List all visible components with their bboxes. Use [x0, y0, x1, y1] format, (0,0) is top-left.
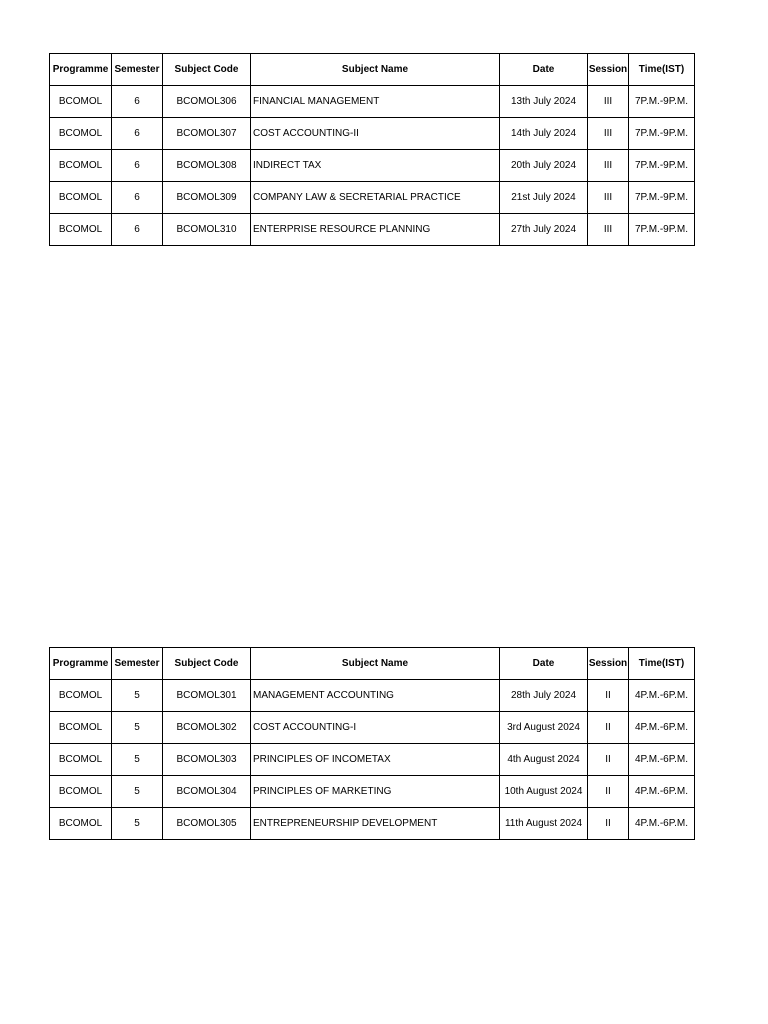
cell-semester: 6 [112, 118, 163, 150]
cell-time: 4P.M.-6P.M. [629, 808, 695, 840]
cell-semester: 5 [112, 776, 163, 808]
table-row [50, 808, 695, 840]
cell-subject-code: BCOMOL303 [163, 744, 251, 776]
cell-semester: 6 [112, 150, 163, 182]
header-semester: Semester [112, 54, 163, 86]
cell-programme: BCOMOL [50, 744, 112, 776]
cell-semester: 6 [112, 86, 163, 118]
cell-date: 28th July 2024 [500, 680, 588, 712]
table-header-row [50, 648, 695, 680]
cell-subject-code: BCOMOL302 [163, 712, 251, 744]
header-date: Date [500, 648, 588, 680]
cell-subject-name: MANAGEMENT ACCOUNTING [251, 680, 500, 712]
cell-semester: 5 [112, 680, 163, 712]
cell-session: II [588, 776, 629, 808]
header-programme: Programme [50, 54, 112, 86]
cell-subject-name: FINANCIAL MANAGEMENT [251, 86, 500, 118]
cell-time: 7P.M.-9P.M. [629, 86, 695, 118]
cell-subject-code: BCOMOL309 [163, 182, 251, 214]
header-subject-name: Subject Name [251, 54, 500, 86]
cell-programme: BCOMOL [50, 214, 112, 246]
cell-programme: BCOMOL [50, 808, 112, 840]
cell-subject-name: PRINCIPLES OF MARKETING [251, 776, 500, 808]
cell-subject-code: BCOMOL306 [163, 86, 251, 118]
cell-semester: 6 [112, 214, 163, 246]
cell-semester: 5 [112, 808, 163, 840]
cell-subject-name: COST ACCOUNTING-I [251, 712, 500, 744]
cell-time: 7P.M.-9P.M. [629, 214, 695, 246]
cell-programme: BCOMOL [50, 150, 112, 182]
cell-date: 10th August 2024 [500, 776, 588, 808]
header-semester: Semester [112, 648, 163, 680]
cell-subject-code: BCOMOL305 [163, 808, 251, 840]
cell-subject-code: BCOMOL304 [163, 776, 251, 808]
header-subject-code: Subject Code [163, 648, 251, 680]
cell-programme: BCOMOL [50, 712, 112, 744]
cell-session: III [588, 182, 629, 214]
cell-date: 14th July 2024 [500, 118, 588, 150]
header-session: Session [588, 54, 629, 86]
cell-subject-name: COST ACCOUNTING-II [251, 118, 500, 150]
cell-programme: BCOMOL [50, 680, 112, 712]
table-row [50, 182, 695, 214]
table-header-row [50, 54, 695, 86]
table-row [50, 86, 695, 118]
cell-subject-code: BCOMOL301 [163, 680, 251, 712]
table-row [50, 712, 695, 744]
exam-schedule-table-semester-5 [49, 647, 695, 840]
cell-session: II [588, 712, 629, 744]
table-row [50, 680, 695, 712]
header-subject-code: Subject Code [163, 54, 251, 86]
cell-session: III [588, 86, 629, 118]
cell-date: 27th July 2024 [500, 214, 588, 246]
cell-session: II [588, 680, 629, 712]
cell-session: III [588, 214, 629, 246]
cell-subject-name: COMPANY LAW & SECRETARIAL PRACTICE [251, 182, 500, 214]
cell-date: 4th August 2024 [500, 744, 588, 776]
cell-subject-code: BCOMOL310 [163, 214, 251, 246]
cell-time: 7P.M.-9P.M. [629, 118, 695, 150]
cell-subject-code: BCOMOL307 [163, 118, 251, 150]
cell-subject-name: ENTREPRENEURSHIP DEVELOPMENT [251, 808, 500, 840]
cell-time: 7P.M.-9P.M. [629, 182, 695, 214]
cell-semester: 6 [112, 182, 163, 214]
cell-time: 4P.M.-6P.M. [629, 776, 695, 808]
cell-subject-code: BCOMOL308 [163, 150, 251, 182]
table-row [50, 744, 695, 776]
header-programme: Programme [50, 648, 112, 680]
cell-subject-name: ENTERPRISE RESOURCE PLANNING [251, 214, 500, 246]
header-time: Time(IST) [629, 648, 695, 680]
cell-date: 3rd August 2024 [500, 712, 588, 744]
table-row [50, 776, 695, 808]
header-time: Time(IST) [629, 54, 695, 86]
cell-session: III [588, 150, 629, 182]
header-date: Date [500, 54, 588, 86]
cell-programme: BCOMOL [50, 776, 112, 808]
cell-programme: BCOMOL [50, 118, 112, 150]
cell-date: 11th August 2024 [500, 808, 588, 840]
table-row [50, 150, 695, 182]
cell-programme: BCOMOL [50, 182, 112, 214]
cell-programme: BCOMOL [50, 86, 112, 118]
header-session: Session [588, 648, 629, 680]
cell-date: 20th July 2024 [500, 150, 588, 182]
cell-time: 7P.M.-9P.M. [629, 150, 695, 182]
cell-session: II [588, 744, 629, 776]
table-row [50, 118, 695, 150]
cell-time: 4P.M.-6P.M. [629, 744, 695, 776]
cell-time: 4P.M.-6P.M. [629, 680, 695, 712]
cell-semester: 5 [112, 744, 163, 776]
table-row [50, 214, 695, 246]
cell-subject-name: INDIRECT TAX [251, 150, 500, 182]
header-subject-name: Subject Name [251, 648, 500, 680]
cell-session: III [588, 118, 629, 150]
cell-subject-name: PRINCIPLES OF INCOMETAX [251, 744, 500, 776]
exam-schedule-table-semester-6 [49, 53, 695, 246]
cell-time: 4P.M.-6P.M. [629, 712, 695, 744]
cell-semester: 5 [112, 712, 163, 744]
cell-session: II [588, 808, 629, 840]
cell-date: 21st July 2024 [500, 182, 588, 214]
cell-date: 13th July 2024 [500, 86, 588, 118]
